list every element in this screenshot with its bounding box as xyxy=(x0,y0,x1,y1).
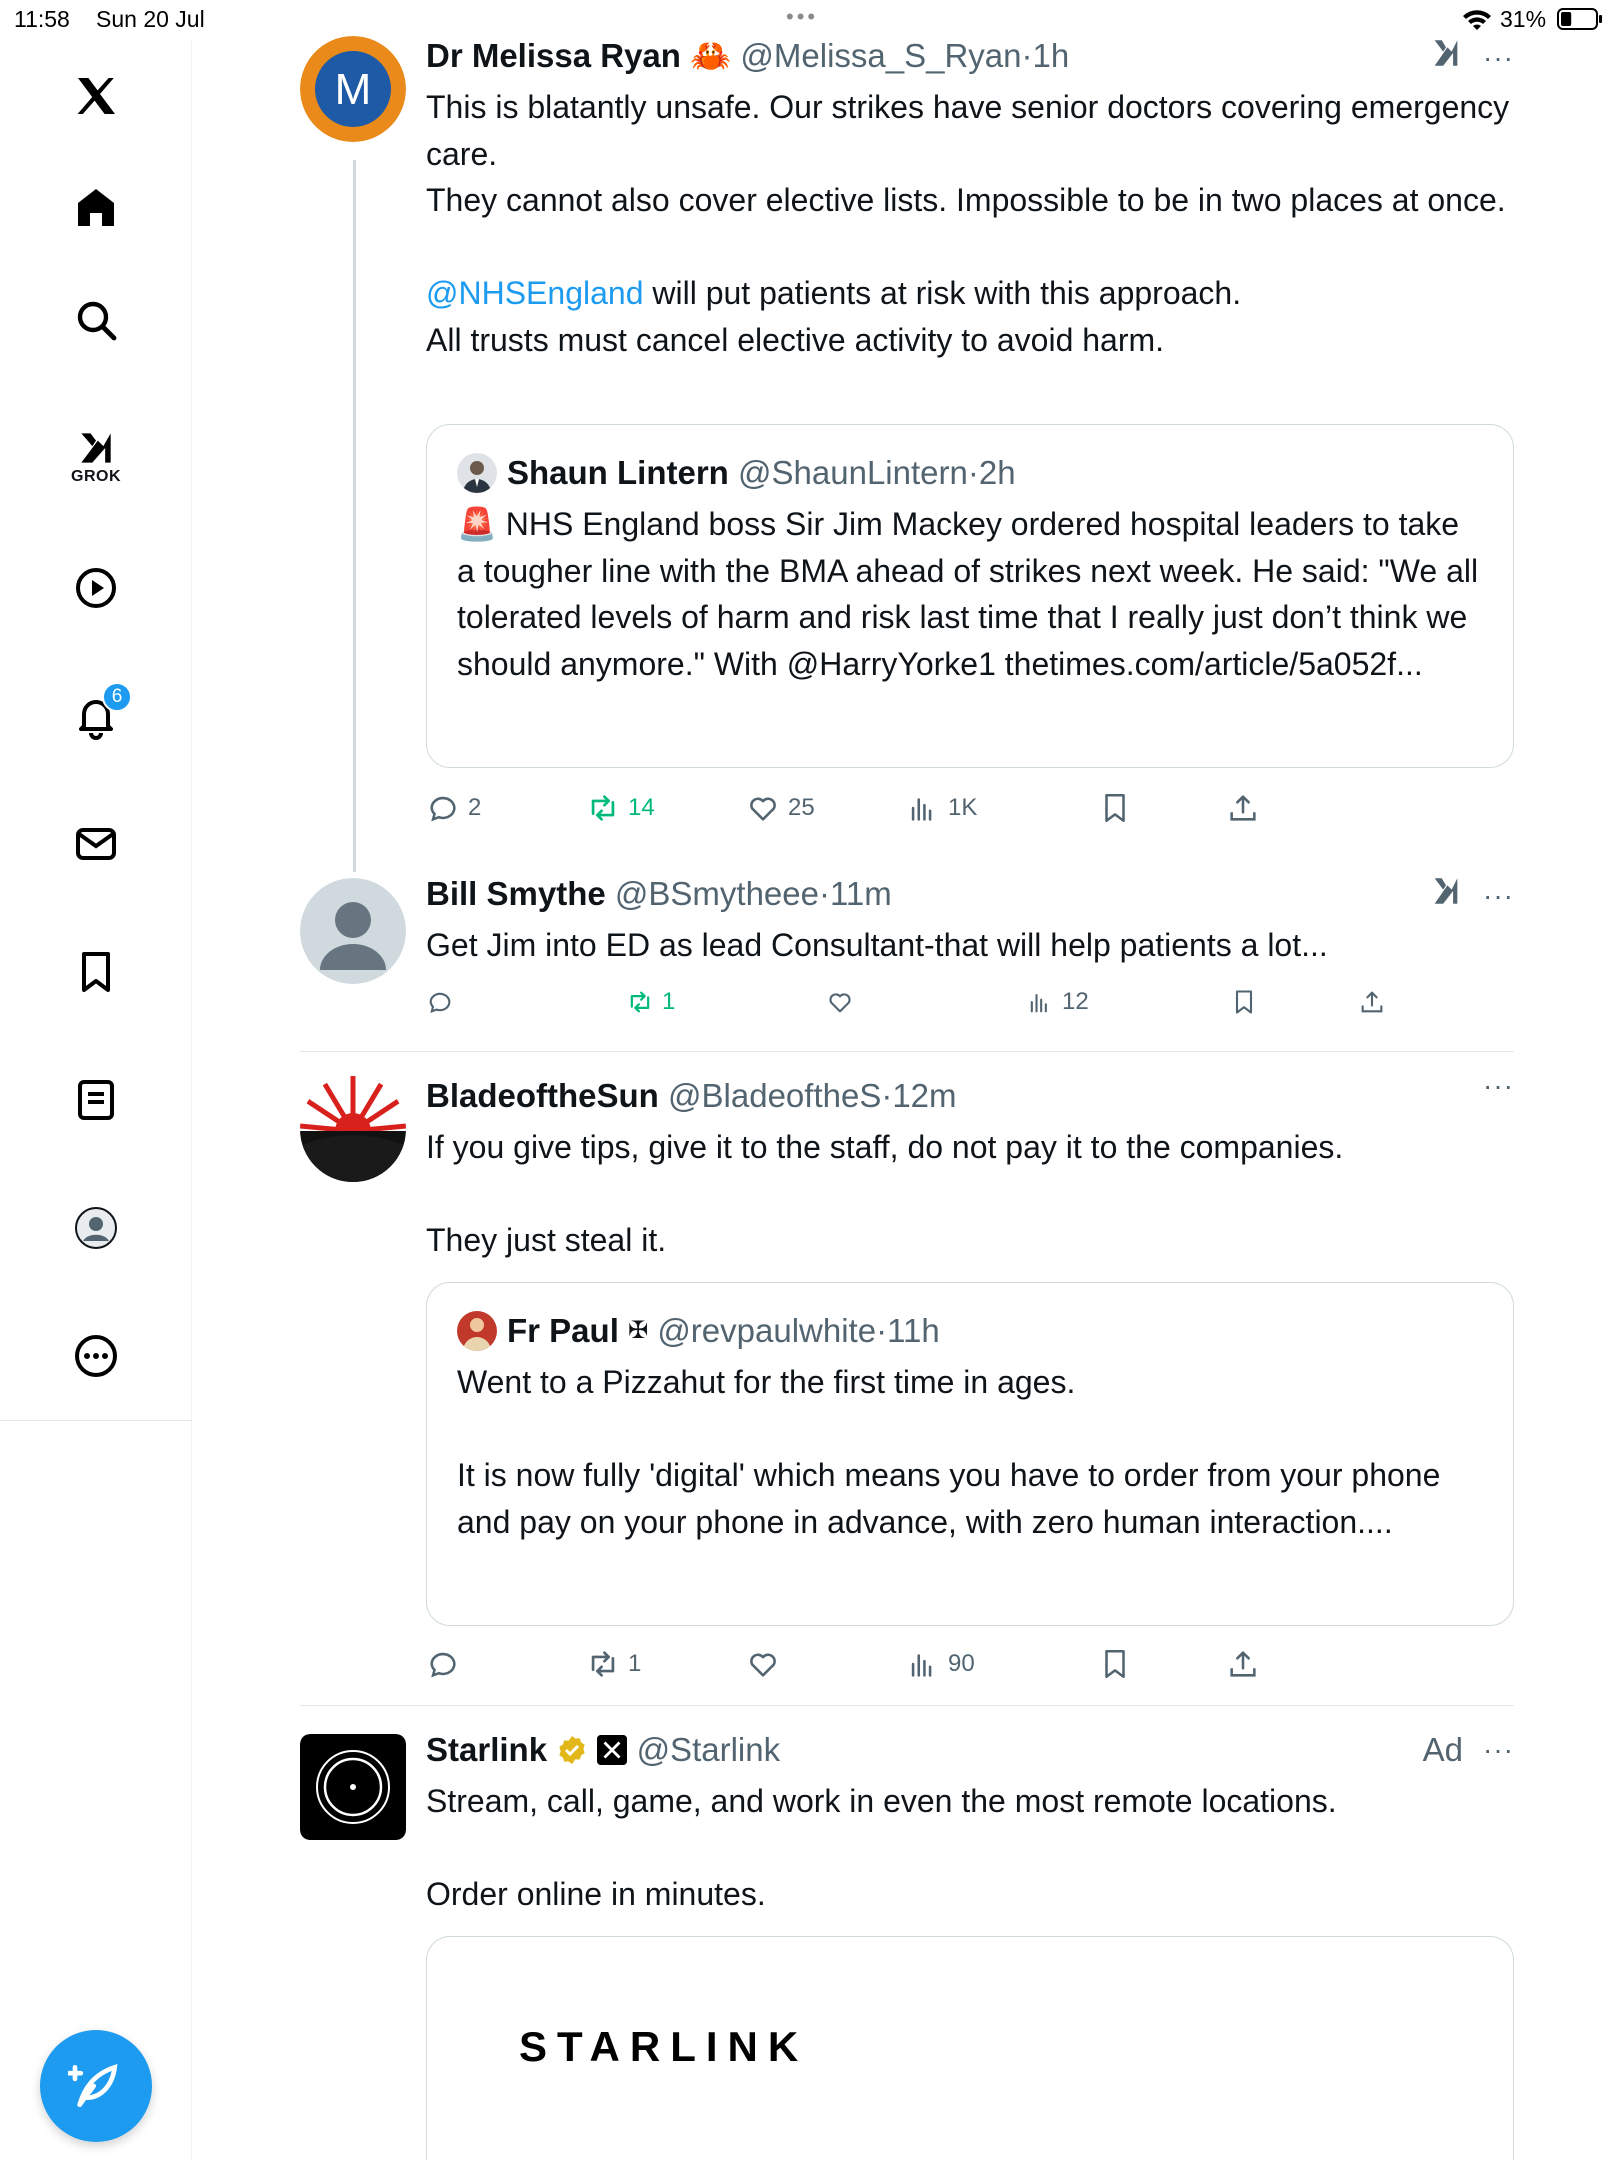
handle[interactable]: @BSmytheee xyxy=(614,875,819,912)
battery-percent: 31% xyxy=(1500,6,1547,32)
bookmark-icon xyxy=(1098,791,1132,825)
quoted-display-name: Fr Paul xyxy=(507,1312,619,1349)
avatar[interactable] xyxy=(300,1076,406,1182)
quoted-tweet-header xyxy=(457,453,1483,493)
tweet-melissa-ryan[interactable] xyxy=(300,36,1514,836)
reply-button[interactable] xyxy=(426,1644,468,1684)
timeline-feed xyxy=(192,0,1620,2160)
articles-icon[interactable] xyxy=(66,1070,126,1130)
quoted-text-line: It is now fully 'digital' which means you have to order from your phone and pay on your phone in advance, with zero human interaction.... xyxy=(457,1457,1441,1540)
share-icon xyxy=(1358,988,1386,1016)
repost-count: 1 xyxy=(628,1650,642,1677)
quoted-handle: @ShaunLintern xyxy=(738,454,968,491)
tweet-header xyxy=(426,874,1514,914)
separator-dot: · xyxy=(881,1077,893,1114)
quoted-timestamp: 2h xyxy=(978,454,1016,491)
separator-dot: · xyxy=(876,1312,888,1349)
display-name[interactable]: BladeoftheSun xyxy=(426,1077,659,1114)
gold-verified-badge-icon xyxy=(556,1734,588,1766)
ad-label: Ad xyxy=(1422,1731,1464,1768)
display-name[interactable]: Starlink xyxy=(426,1731,548,1768)
tweet-text-line: They just steal it. xyxy=(426,1222,667,1258)
bookmark-button[interactable] xyxy=(1098,1644,1132,1684)
timestamp[interactable]: 11m xyxy=(829,875,892,912)
repost-button[interactable] xyxy=(586,788,655,828)
avatar[interactable] xyxy=(300,878,406,984)
tweet-text-blank xyxy=(426,224,1514,271)
home-icon[interactable] xyxy=(66,178,126,238)
tweet-text-line: This is blatantly unsafe. Our strikes have senior doctors covering emergency care. xyxy=(426,89,1510,172)
more-options-icon[interactable]: ··· xyxy=(1483,1070,1514,1101)
tweet-text xyxy=(426,1778,1514,1918)
video-play-icon[interactable] xyxy=(66,558,126,618)
multitasking-dots-icon[interactable]: ••• xyxy=(786,4,819,29)
quoted-avatar xyxy=(457,1311,497,1351)
tweet-header xyxy=(426,1070,1514,1116)
bookmark-button[interactable] xyxy=(1230,982,1258,1022)
tweet-starlink-ad[interactable] xyxy=(300,1730,1514,2160)
share-button[interactable] xyxy=(1226,788,1260,828)
tweet-text-line: Get Jim into ED as lead Consultant-that will help patients a lot... xyxy=(426,927,1328,963)
reply-count: 2 xyxy=(468,794,482,821)
tweet-text-line: They cannot also cover elective lists. Impossible to be in two places at once. xyxy=(426,182,1506,218)
quoted-timestamp: 11h xyxy=(887,1312,940,1349)
repost-count: 1 xyxy=(662,988,676,1015)
views-button[interactable] xyxy=(1026,982,1089,1022)
repost-button[interactable] xyxy=(586,1644,641,1684)
handle[interactable]: @BladeoftheS xyxy=(668,1077,882,1114)
views-chart-icon xyxy=(906,1647,940,1681)
mention-link[interactable]: @NHSEngland xyxy=(426,275,644,311)
tweet-actions xyxy=(426,1644,1514,1684)
repost-count: 14 xyxy=(628,794,655,821)
share-button[interactable] xyxy=(1358,982,1386,1022)
views-chart-icon xyxy=(906,791,940,825)
separator-dot: · xyxy=(818,875,830,912)
grok-explain-icon[interactable] xyxy=(1429,874,1463,917)
reply-button[interactable] xyxy=(426,982,462,1022)
tweet-text-blank xyxy=(426,1171,1514,1218)
tweet-actions xyxy=(426,982,1514,1022)
crab-emoji-icon: 🦀 xyxy=(690,37,741,74)
tweet-text-line: Stream, call, game, and work in even the most remote locations. xyxy=(426,1783,1337,1819)
ad-media-card[interactable] xyxy=(426,1936,1514,2160)
share-button[interactable] xyxy=(1226,1644,1260,1684)
avatar[interactable] xyxy=(300,36,406,142)
tweet-divider xyxy=(300,1051,1514,1052)
view-count: 12 xyxy=(1062,988,1089,1015)
like-button[interactable] xyxy=(746,788,815,828)
quoted-handle: @revpaulwhite xyxy=(657,1312,877,1349)
tweet-divider xyxy=(300,1705,1514,1706)
display-name[interactable]: Bill Smythe xyxy=(426,875,606,912)
handle[interactable]: @Starlink xyxy=(636,1731,781,1768)
views-button[interactable] xyxy=(906,788,977,828)
bookmark-icon xyxy=(1098,1647,1132,1681)
tweet-text-line: Order online in minutes. xyxy=(426,1876,766,1912)
sidebar-divider xyxy=(0,1420,192,1421)
heart-icon xyxy=(746,1647,780,1681)
more-options-icon[interactable]: ··· xyxy=(1483,1734,1514,1765)
x-logo-icon[interactable] xyxy=(66,66,126,126)
tweet-text-line: @NHSEngland will put patients at risk with this approach. xyxy=(426,275,1242,311)
starlink-wordmark: STARLINK xyxy=(519,2023,809,2070)
tweet-actions xyxy=(426,788,1514,828)
timestamp[interactable]: 12m xyxy=(892,1077,957,1114)
repost-icon xyxy=(586,1647,620,1681)
tweet-text-line: All trusts must cancel elective activity to avoid harm. xyxy=(426,321,1165,358)
quoted-tweet-card[interactable] xyxy=(426,1282,1514,1626)
quoted-avatar xyxy=(457,453,497,493)
tweet-bladeofthesun[interactable] xyxy=(300,1070,1514,1696)
reply-icon xyxy=(426,791,460,825)
more-options-icon[interactable]: ··· xyxy=(1483,879,1514,911)
quoted-tweet-text xyxy=(457,1359,1483,1545)
avatar[interactable] xyxy=(300,1734,406,1840)
quoted-tweet-text: 🚨 NHS England boss Sir Jim Mackey ordered hospital leaders to take a tougher line with the BMA ahead of strikes next week. He said: "We all tolerated levels of harm and risk last time that I really just don’t think we should anymore." With @HarryYorke1 thetimes.com/article/5a052f... xyxy=(457,506,1479,682)
notification-count-badge: 6 xyxy=(102,682,132,712)
quoted-text-line: Went to a Pizzahut for the first time in ages. xyxy=(457,1364,1076,1400)
views-button[interactable] xyxy=(906,1644,975,1684)
separator-dot: · xyxy=(1021,37,1033,74)
messages-envelope-icon[interactable] xyxy=(66,814,126,874)
quoted-tweet-header xyxy=(457,1311,1483,1351)
tweet-header xyxy=(426,36,1514,76)
tweet-text-line: If you give tips, give it to the staff, do not pay it to the companies. xyxy=(426,1129,1344,1165)
quoted-display-name: Shaun Lintern xyxy=(507,454,729,491)
quoted-tweet-card[interactable] xyxy=(426,424,1514,768)
bookmark-button[interactable] xyxy=(1098,788,1132,828)
display-name[interactable]: Dr Melissa Ryan xyxy=(426,37,681,74)
tweet-text xyxy=(426,922,1514,969)
avatar-letter: M xyxy=(334,65,372,114)
view-count: 1K xyxy=(948,794,978,821)
separator-dot: · xyxy=(967,454,979,491)
repost-icon xyxy=(626,988,654,1016)
grok-icon[interactable] xyxy=(66,418,126,485)
grok-label: GROK xyxy=(71,468,121,485)
tweet-text-blank xyxy=(426,1825,1514,1872)
x-affiliate-badge-icon xyxy=(597,1735,627,1765)
views-chart-icon xyxy=(1026,988,1054,1016)
compose-quill-icon xyxy=(68,2058,124,2114)
view-count: 90 xyxy=(948,1650,975,1677)
cross-symbol-icon: ✠ xyxy=(628,1317,649,1344)
status-time: 11:58 xyxy=(14,6,70,32)
grok-explain-icon[interactable] xyxy=(1429,36,1463,79)
repost-icon xyxy=(586,791,620,825)
bookmarks-icon[interactable] xyxy=(66,942,126,1002)
notifications-bell-icon[interactable] xyxy=(66,686,126,746)
heart-icon xyxy=(826,988,854,1016)
compose-post-button[interactable] xyxy=(40,2030,152,2142)
search-icon[interactable] xyxy=(66,290,126,350)
reply-icon xyxy=(426,988,454,1016)
quoted-text-blank xyxy=(457,1406,1483,1453)
more-options-icon[interactable]: ··· xyxy=(1483,41,1514,73)
share-icon xyxy=(1226,791,1260,825)
reply-button[interactable] xyxy=(426,788,481,828)
sidebar xyxy=(0,40,192,2160)
tweet-text xyxy=(426,1124,1514,1264)
profile-avatar-icon[interactable] xyxy=(66,1198,126,1258)
tweet-header xyxy=(426,1730,1514,1770)
share-icon xyxy=(1226,1647,1260,1681)
like-button[interactable] xyxy=(826,982,862,1022)
timestamp[interactable]: 1h xyxy=(1032,37,1070,74)
more-options-icon[interactable] xyxy=(66,1326,126,1386)
like-count: 25 xyxy=(788,794,815,821)
like-button[interactable] xyxy=(746,1644,788,1684)
status-date: Sun 20 Jul xyxy=(96,6,205,32)
tweet-text xyxy=(426,84,1514,363)
reply-icon xyxy=(426,1647,460,1681)
tweet-bill-smythe[interactable] xyxy=(300,874,1514,1044)
handle[interactable]: @Melissa_S_Ryan xyxy=(740,37,1022,74)
repost-button[interactable] xyxy=(626,982,675,1022)
bookmark-icon xyxy=(1230,988,1258,1016)
heart-icon xyxy=(746,791,780,825)
